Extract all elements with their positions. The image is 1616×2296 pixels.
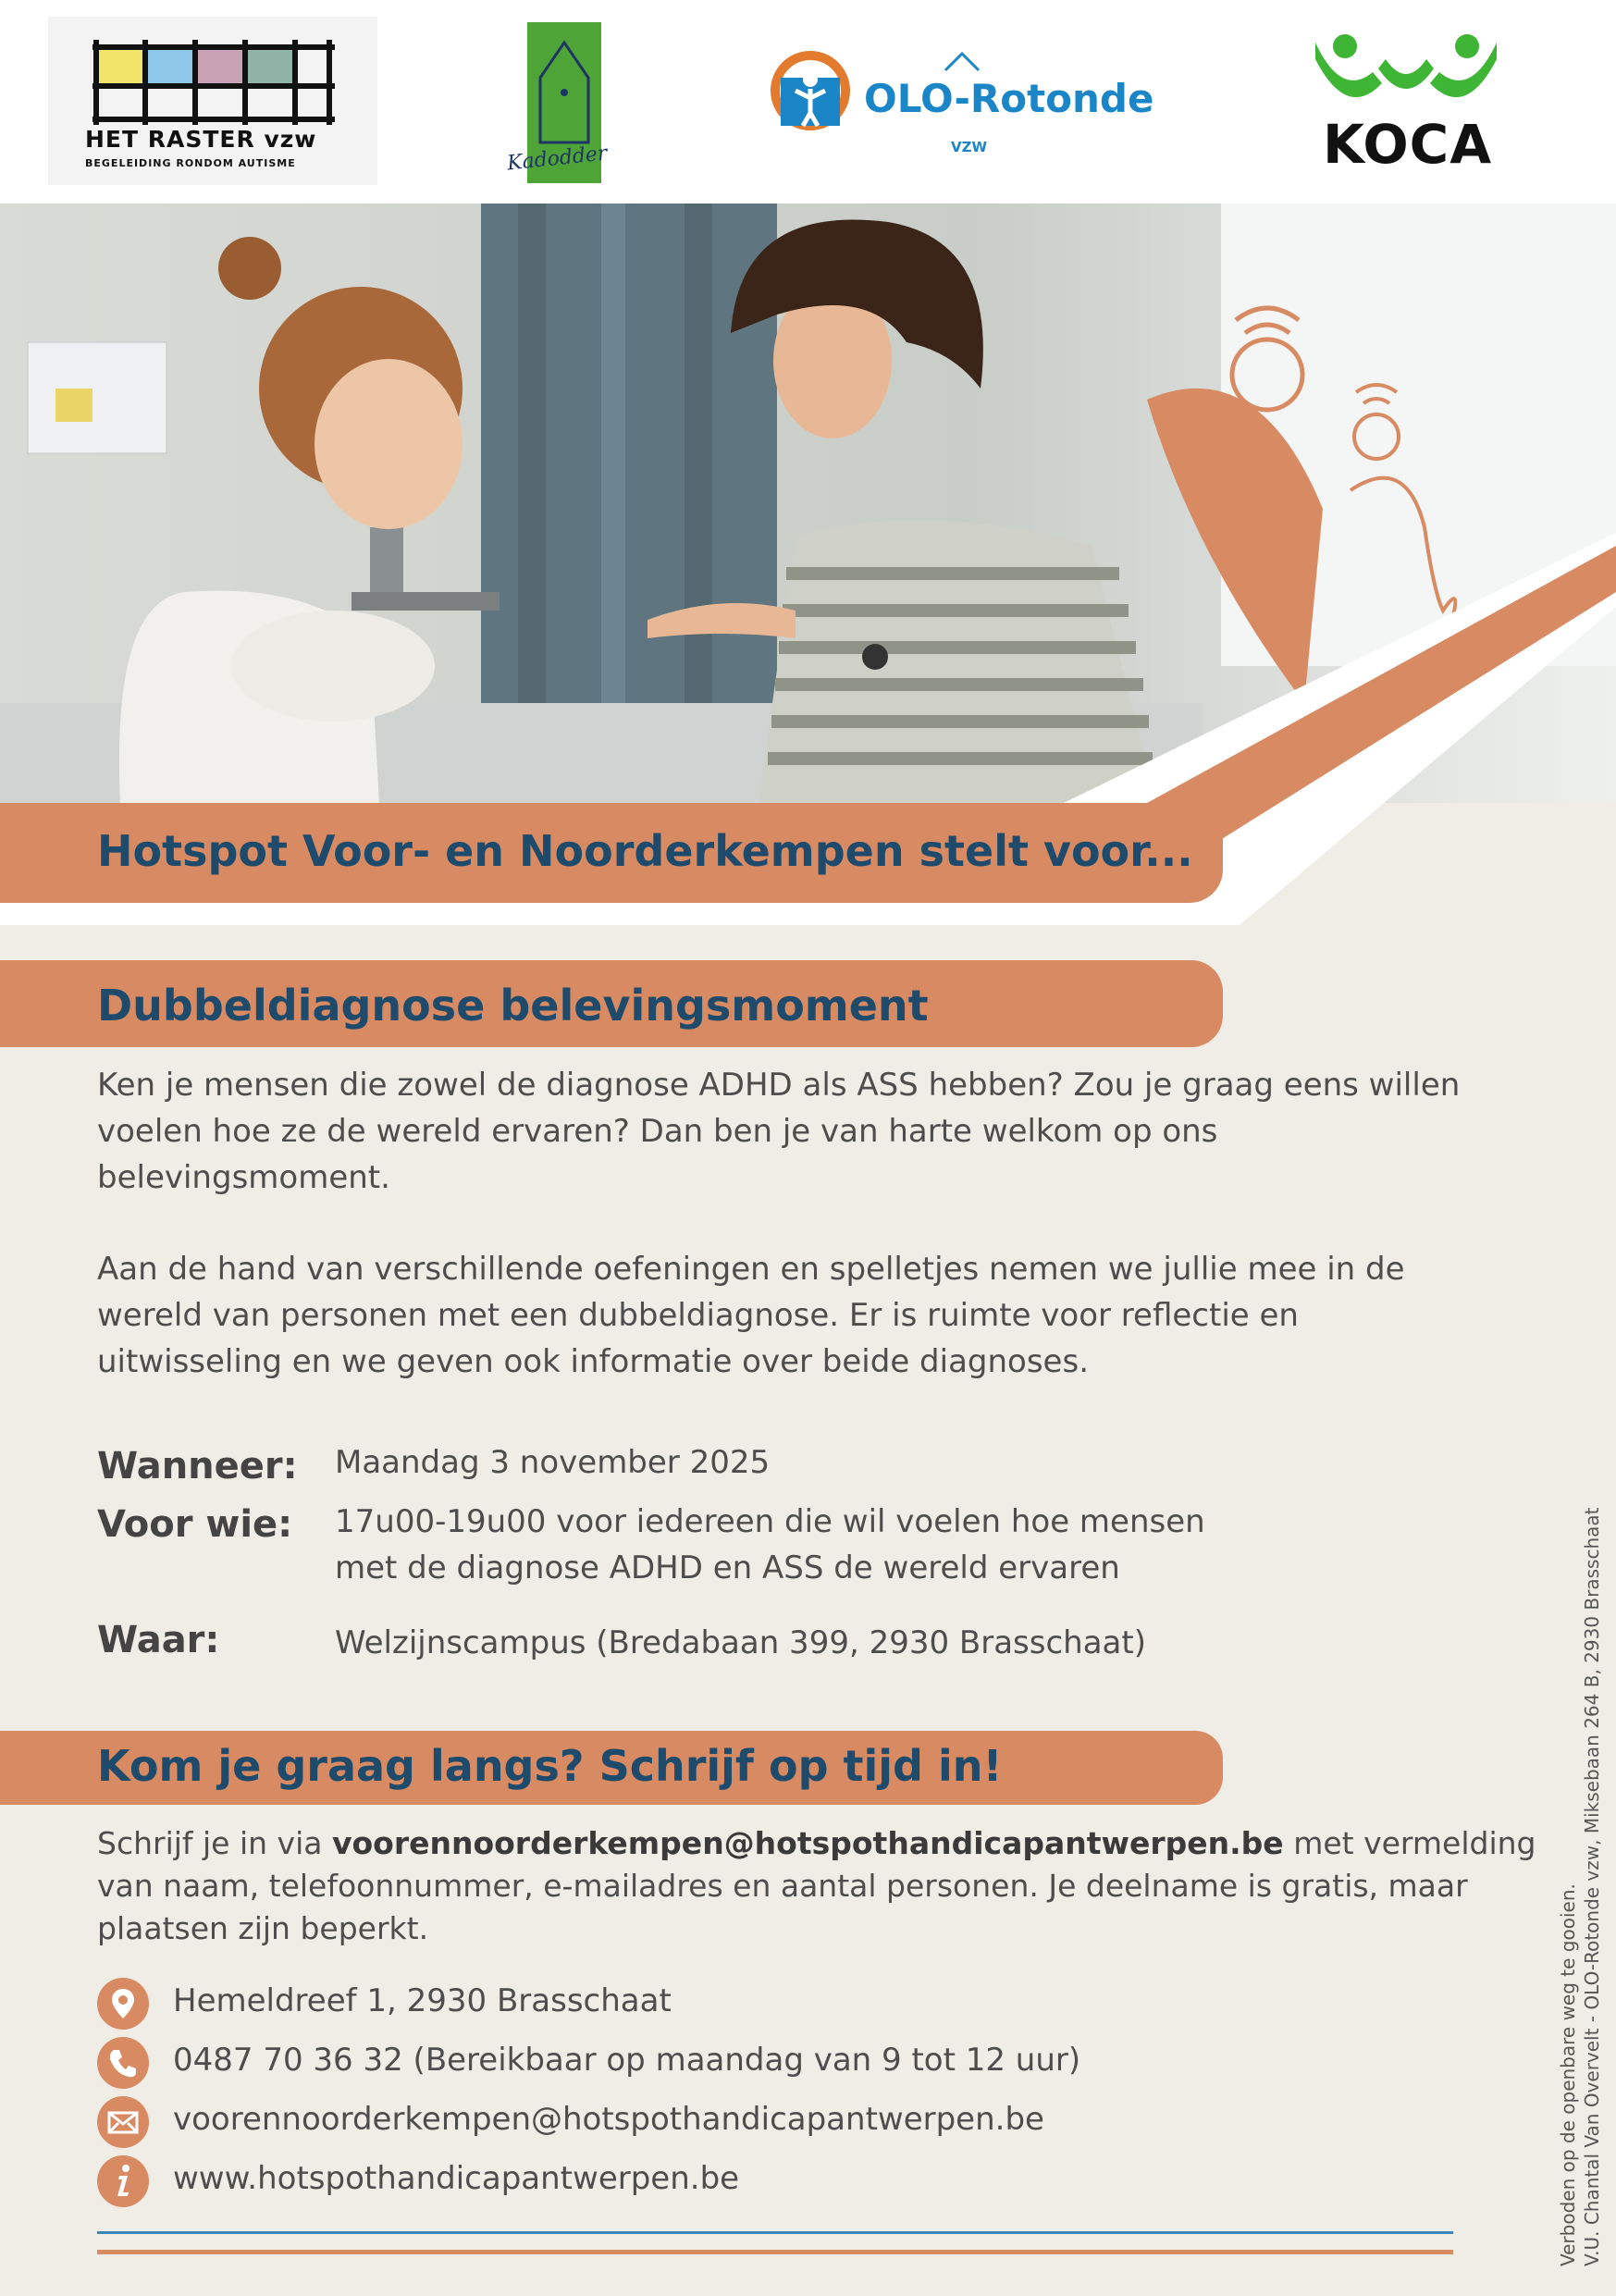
kadodder-logo [505, 22, 609, 183]
contact-website[interactable]: www.hotspothandicapantwerpen.be [173, 2160, 740, 2197]
vertical-footer [1556, 1341, 1604, 2266]
when-value: Maandag 3 november 2025 [335, 1444, 771, 1481]
signup-line-2: van naam, telefoonnummer, e-mailadres en aantal personen. Je deelname is gratis, maar [97, 1868, 1468, 1904]
het-raster-logo [48, 17, 377, 185]
where-value: Welzijnscampus (Bredabaan 399, 2930 Brasschaat) [335, 1624, 1146, 1661]
mail-icon [97, 2096, 149, 2148]
raster-name: HET RASTER vzw [85, 126, 317, 153]
olo-roof-icon [944, 50, 981, 72]
contact-mail-row [97, 2093, 1300, 2149]
contact-address-row [97, 1975, 1300, 2031]
raster-grid-graphic [93, 40, 335, 125]
paragraph-line: Ken je mensen die zowel de diagnose ADHD als ASS hebben? Zou je graag eens willen [97, 1067, 1461, 1104]
signup-suffix: met vermelding [1283, 1825, 1536, 1861]
signup-line-3: plaatsen zijn beperkt. [97, 1910, 429, 1946]
paragraph-line: belevingsmoment. [97, 1159, 390, 1196]
signup-prefix: Schrijf je in via [97, 1825, 332, 1861]
event-paragraph-2 [97, 1246, 1405, 1385]
contact-web-row [97, 2153, 1300, 2208]
footer-rule-orange [97, 2250, 1453, 2254]
contact-email[interactable]: voorennoorderkempen@hotspothandicapantwerpen.be [173, 2101, 1044, 2138]
paragraph-line: voelen hoe ze de wereld ervaren? Dan ben je van harte welkom op ons [97, 1113, 1218, 1150]
where-label: Waar: [97, 1619, 220, 1661]
signup-title: Kom je graag langs? Schrijf op tijd in! [97, 1741, 1003, 1791]
olo-rotonde-logo [768, 48, 1166, 159]
who-value-line: 17u00-19u00 voor iedereen die wil voelen hoe mensen [335, 1503, 1205, 1540]
koca-logo [1314, 31, 1499, 176]
raster-tagline: BEGELEIDING RONDOM AUTISME [85, 157, 296, 169]
signup-text [97, 1822, 1536, 1950]
olo-name: OLO-Rotonde [864, 76, 1154, 121]
footer-rule-blue [97, 2231, 1453, 2234]
paragraph-line: uitwisseling en we geven ook informatie over beide diagnoses. [97, 1343, 1089, 1380]
intro-title: Hotspot Voor- en Noorderkempen stelt voor... [97, 826, 1193, 876]
location-icon [97, 1978, 149, 2030]
koca-name: KOCA [1323, 113, 1493, 176]
footer-publisher: V.U. Chantal Van Overvelt - OLO-Rotonde vzw, Miksebaan 264 B, 2930 Brasschaat [1581, 1507, 1603, 2266]
event-paragraph-1 [97, 1062, 1460, 1201]
footer-disclaimer: Verboden op de openbare weg te gooien. [1557, 1883, 1579, 2266]
logo-bar [0, 0, 1616, 204]
olo-vzw: VZW [951, 139, 988, 155]
phone-icon [97, 2037, 149, 2089]
signup-line-1 [97, 1822, 1536, 1865]
olo-emblem-icon [768, 48, 857, 137]
event-title: Dubbeldiagnose belevingsmoment [97, 981, 929, 1031]
info-icon [97, 2155, 149, 2207]
when-label: Wanneer: [97, 1445, 298, 1487]
contact-phone[interactable]: 0487 70 36 32 (Bereikbaar op maandag van 9 tot 12 uur) [173, 2042, 1081, 2079]
paragraph-line: wereld van personen met een dubbeldiagnose. Er is ruimte voor reflectie en [97, 1297, 1299, 1334]
paragraph-line: Aan de hand van verschillende oefeningen en spelletjes nemen we jullie mee in de [97, 1251, 1405, 1288]
contact-address: Hemeldreef 1, 2930 Brasschaat [173, 1982, 672, 2019]
who-value [335, 1499, 1205, 1591]
who-value-line: met de diagnose ADHD en ASS de wereld ervaren [335, 1549, 1120, 1586]
who-label: Voor wie: [97, 1503, 293, 1546]
signup-email-link[interactable]: voorennoorderkempen@hotspothandicapantwerpen.be [331, 1825, 1284, 1861]
kadodder-name: Kadodder [505, 142, 609, 176]
koca-figures-icon [1314, 31, 1499, 111]
contact-phone-row [97, 2034, 1300, 2090]
